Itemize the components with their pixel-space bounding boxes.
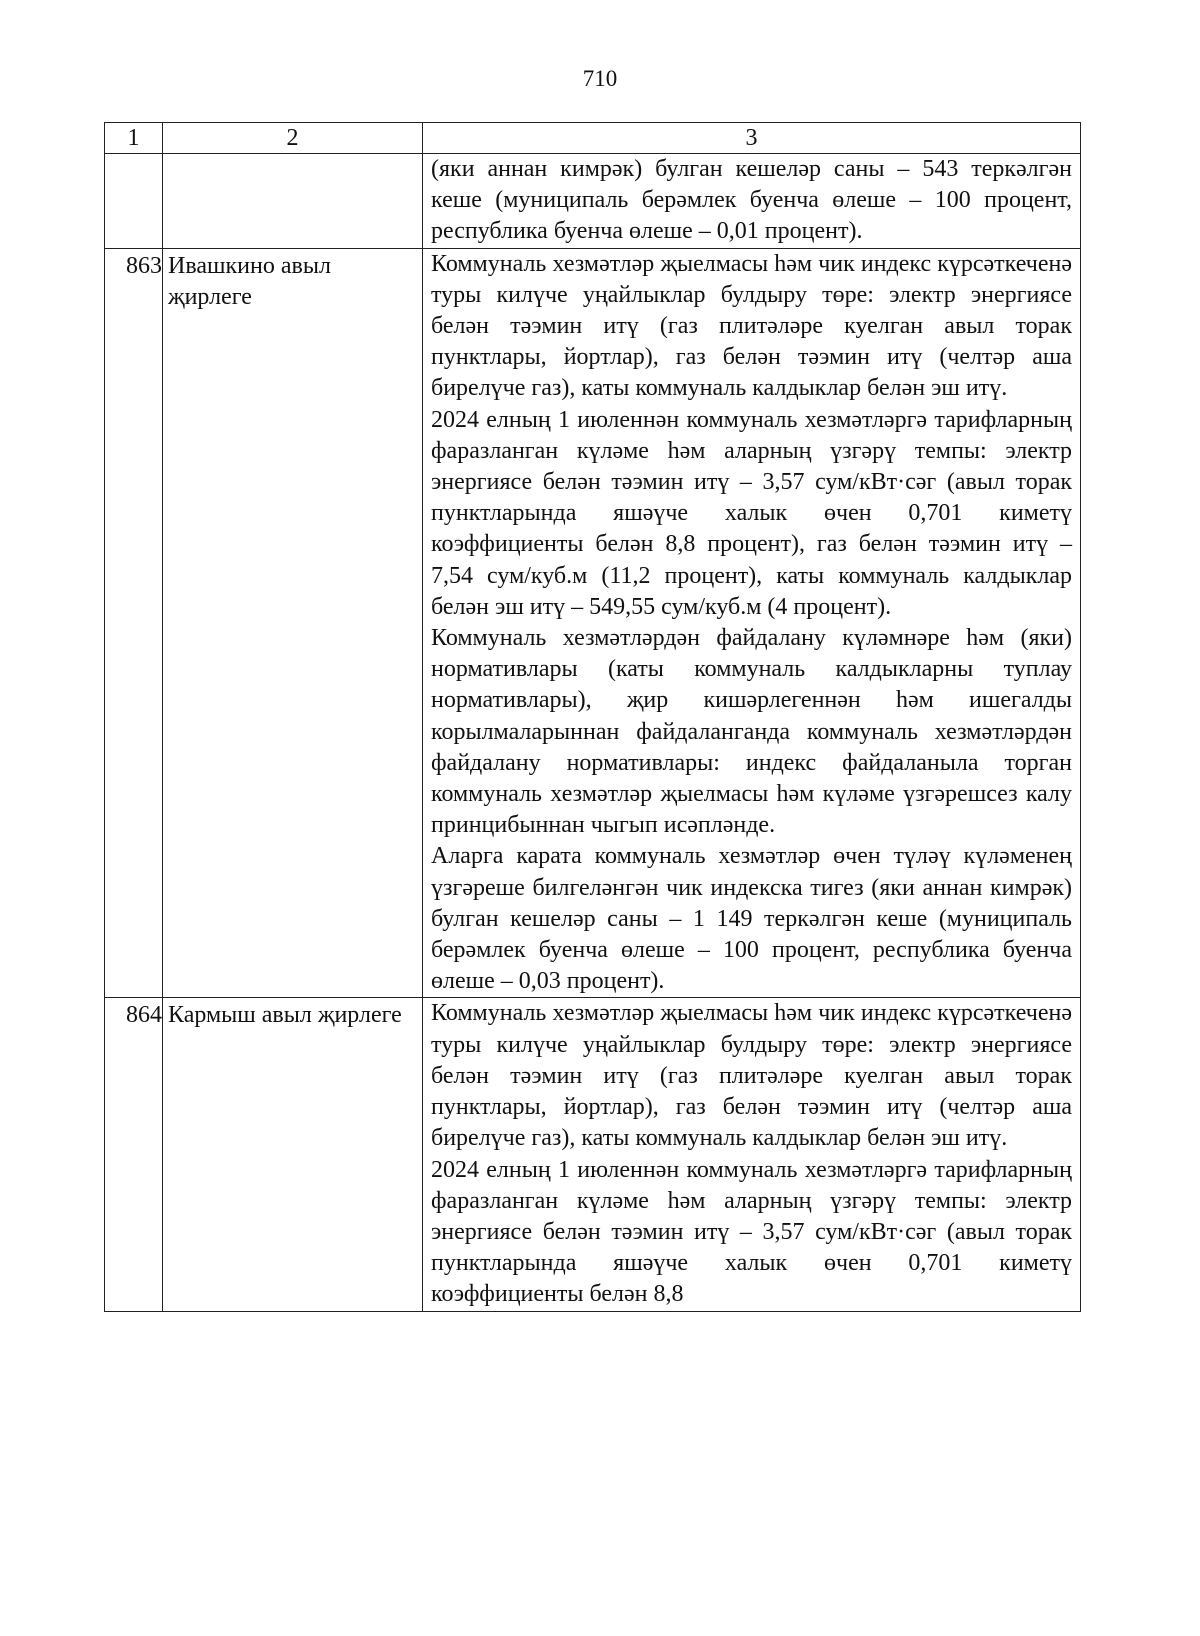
settlements-table xyxy=(104,122,1081,1312)
table-header-row xyxy=(105,123,1081,154)
paragraph: (яки аннан кимрәк) булган кешеләр саны – 543 теркәлгән кеше (муниципаль берәмлек буенча өлеше – 100 процент, республика буенча өлеше – 0,01 процент). xyxy=(431,156,1072,245)
row-number: 863 xyxy=(105,248,163,998)
row-description xyxy=(423,998,1081,1311)
paragraph: 2024 елның 1 июленнән коммуналь хезмәтләргә тарифларның фаразланган күләме һәм аларның үзгәрү темпы: электр энергиясе белән тәэмин итү – 3,57 сум/кВт·сәг (авыл торак пунктларында яшәүче халык өчен 0,701 киметү коэффициенты белән 8,8 процент), газ белән тәэмин итү – 7,54 сум/куб.м (11,2 процент), каты коммуналь калдыклар белән эш итү – 549,55 сум/куб.м (4 процент). xyxy=(431,406,1072,620)
row-number: 864 xyxy=(105,998,163,1311)
page-number: 710 xyxy=(582,66,618,91)
settlement-name: Кармыш авыл җирлеге xyxy=(163,998,423,1311)
column-header-2: 2 xyxy=(163,123,423,154)
settlement-name: Ивашкино авыл җирлеге xyxy=(163,248,423,998)
settlement-name xyxy=(163,154,423,249)
paragraph: 2024 елның 1 июленнән коммуналь хезмәтләргә тарифларның фаразланган күләме һәм аларның үзгәрү темпы: электр энергиясе белән тәэмин итү – 3,57 сум/кВт·сәг (авыл торак пунктларында яшәүче халык өчен 0,701 киметү коэффициенты белән 8,8 xyxy=(431,1156,1072,1308)
paragraph: Коммуналь хезмәтләр җыелмасы һәм чик индекс күрсәткеченә туры килүче уңайлыклар булдыру төре: электр энергиясе белән тәэмин итү (газ плитәләре куелган авыл торак пунктлары, йортлар), газ белән тәэмин итү (челтәр аша бирелүче газ), каты коммуналь калдыклар белән эш итү. xyxy=(431,250,1072,402)
paragraph: Коммуналь хезмәтләр җыелмасы һәм чик индекс күрсәткеченә туры килүче уңайлыклар булдыру төре: электр энергиясе белән тәэмин итү (газ плитәләре куелган авыл торак пунктлары, йортлар), газ белән тәэмин итү (челтәр аша бирелүче газ), каты коммуналь калдыклар белән эш итү. xyxy=(431,1000,1072,1152)
paragraph: Аларга карата коммуналь хезмәтләр өчен түләү күләменең үзгәреше билгеләнгән чик индекска тигез (яки аннан кимрәк) булган кешеләр саны – 1 149 теркәлгән кеше (муниципаль берәмлек буенча өлеше – 100 процент, республика буенча өлеше – 0,03 процент). xyxy=(431,843,1072,995)
row-number xyxy=(105,154,163,249)
table-row xyxy=(105,154,1081,249)
column-header-3: 3 xyxy=(423,123,1081,154)
row-description xyxy=(423,154,1081,249)
row-description xyxy=(423,248,1081,998)
table-row xyxy=(105,998,1081,1311)
paragraph: Коммуналь хезмәтләрдән файдалану күләмнәре һәм (яки) нормативлары (каты коммуналь калдыкларны туплау нормативлары), җир кишәрлегеннән һәм ишегалды корылмаларыннан файдаланганда коммуналь хезмәтләрдән файдалану нормативлары: индекс файдаланыла торган коммуналь хезмәтләр җыелмасы һәм күләме үзгәрешсез калу принцибыннан чыгып исәпләнде. xyxy=(431,625,1072,839)
table-row xyxy=(105,248,1081,998)
column-header-1: 1 xyxy=(105,123,163,154)
